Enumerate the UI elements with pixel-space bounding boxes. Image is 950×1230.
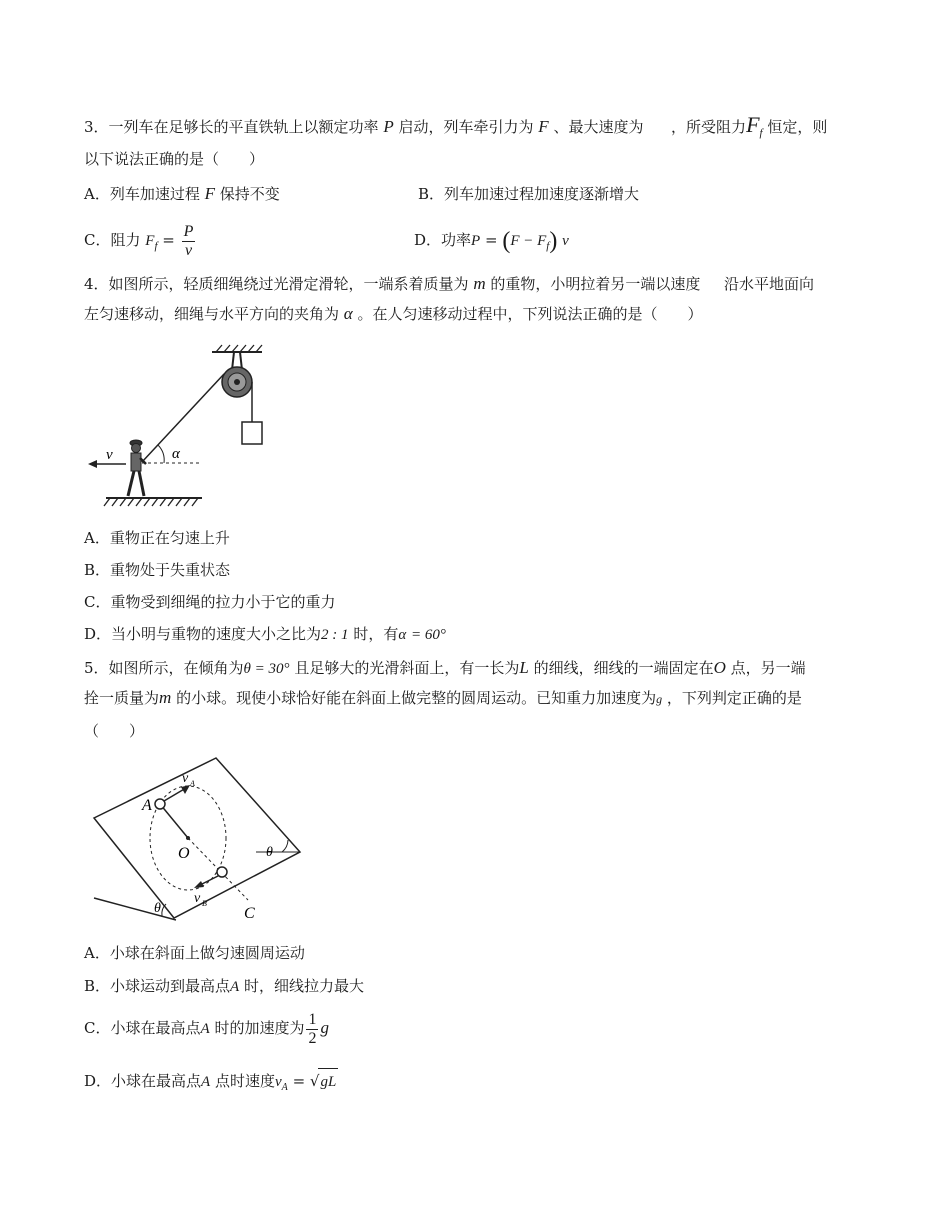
q4-stem-line2: 左匀速移动，细绳与水平方向的夹角为 α 。在人匀速移动过程中，下列说法正确的是（ ） bbox=[84, 304, 703, 323]
q5-fig-vb-label: v bbox=[194, 891, 201, 906]
q3-symbol-F: F bbox=[538, 117, 549, 136]
q5-fig-c-label: C bbox=[244, 905, 255, 922]
q3-symbol-P: P bbox=[383, 117, 394, 136]
q5-option-c[interactable]: C．小球在最高点A 时的加速度为 $\frac{1}{2}$ g bbox=[84, 1010, 329, 1047]
q4-option-a[interactable]: A．重物正在匀速上升 bbox=[84, 529, 230, 547]
person-icon bbox=[128, 440, 146, 496]
q3-stem-line2: 以下说法正确的是（ ） bbox=[84, 150, 265, 168]
q5-fig-theta-side: θ bbox=[266, 845, 273, 860]
q5-stem-line3: （ ） bbox=[84, 722, 145, 740]
q3-option-d[interactable]: D．功率$P = (F - F_f)$ v bbox=[414, 228, 569, 254]
rope-slanted bbox=[142, 374, 224, 462]
base-line bbox=[94, 898, 176, 920]
ball-at-b bbox=[217, 867, 227, 877]
q4-fig-v-label: v bbox=[106, 447, 113, 463]
string-line bbox=[160, 804, 188, 838]
sqrt-gl: gL bbox=[318, 1068, 338, 1095]
q5-fig-va-label: v bbox=[182, 771, 189, 786]
q5-stem-line2: 拴一质量为m 的小球。现使小球恰好能在斜面上做完整的圆周运动。已知重力加速度为g ，下列判定正确的是 bbox=[84, 688, 802, 707]
q4-option-c[interactable]: C．重物受到细绳的拉力小于它的重力 bbox=[84, 593, 336, 611]
q3-stem-line1: 3．一列车在足够长的平直铁轨上以额定功率 P 启动，列车牵引力为 F 、最大速度为 ，所受阻力$F_f$ 恒定，则 bbox=[84, 112, 828, 139]
q5-option-a[interactable]: A．小球在斜面上做匀速圆周运动 bbox=[84, 944, 305, 962]
q5-fig-a-label: A bbox=[142, 797, 152, 814]
q5-option-b[interactable]: B．小球运动到最高点A 时，细线拉力最大 bbox=[84, 977, 364, 995]
q3-option-c[interactable]: C．阻力 $F_f$ = $\frac{P}{v}$ bbox=[84, 222, 194, 259]
q5-stem-line1: 5．如图所示，在倾角为θ = 30° 且足够大的光滑斜面上，有一长为L 的细线，细线的一端固定在O 点，另一端 bbox=[84, 658, 806, 677]
hanging-block bbox=[242, 422, 262, 444]
q3-option-b[interactable]: B．列车加速过程加速度逐渐增大 bbox=[418, 185, 640, 203]
q4-option-d[interactable]: D．当小明与重物的速度大小之比为2 : 1 时，有α = 60° bbox=[84, 625, 446, 643]
q5-fraction-half: $\frac{1}{2}$ bbox=[308, 1010, 317, 1047]
q4-pulley-figure bbox=[84, 340, 274, 512]
ceiling-hatch bbox=[216, 345, 262, 352]
q3-option-a[interactable]: A．列车加速过程 F 保持不变 bbox=[84, 184, 280, 203]
q4-stem-line1: 4．如图所示，轻质细绳绕过光滑定滑轮，一端系着质量为 m 的重物，小明拉着另一端以速度 沿水平地面向 bbox=[84, 274, 814, 293]
q3-fraction-p-over-v: $\frac{P}{v}$ bbox=[183, 222, 194, 259]
ground-hatch bbox=[104, 498, 198, 506]
q5-fig-theta-bottom: θ bbox=[154, 901, 161, 916]
q4-option-b[interactable]: B．重物处于失重状态 bbox=[84, 561, 231, 579]
q5-incline-figure bbox=[86, 752, 308, 928]
q3-symbol-Ff: F bbox=[746, 112, 760, 137]
svg-text:B: B bbox=[202, 899, 207, 908]
q4-fig-alpha-label: α bbox=[172, 446, 180, 462]
ball-at-a bbox=[155, 799, 165, 809]
q5-option-d[interactable]: D．小球在最高点A 点时速度$v_A = √gL$ bbox=[84, 1068, 338, 1101]
q5-fig-o-label: O bbox=[178, 845, 190, 862]
center-point bbox=[186, 836, 190, 840]
svg-text:A: A bbox=[190, 779, 195, 788]
